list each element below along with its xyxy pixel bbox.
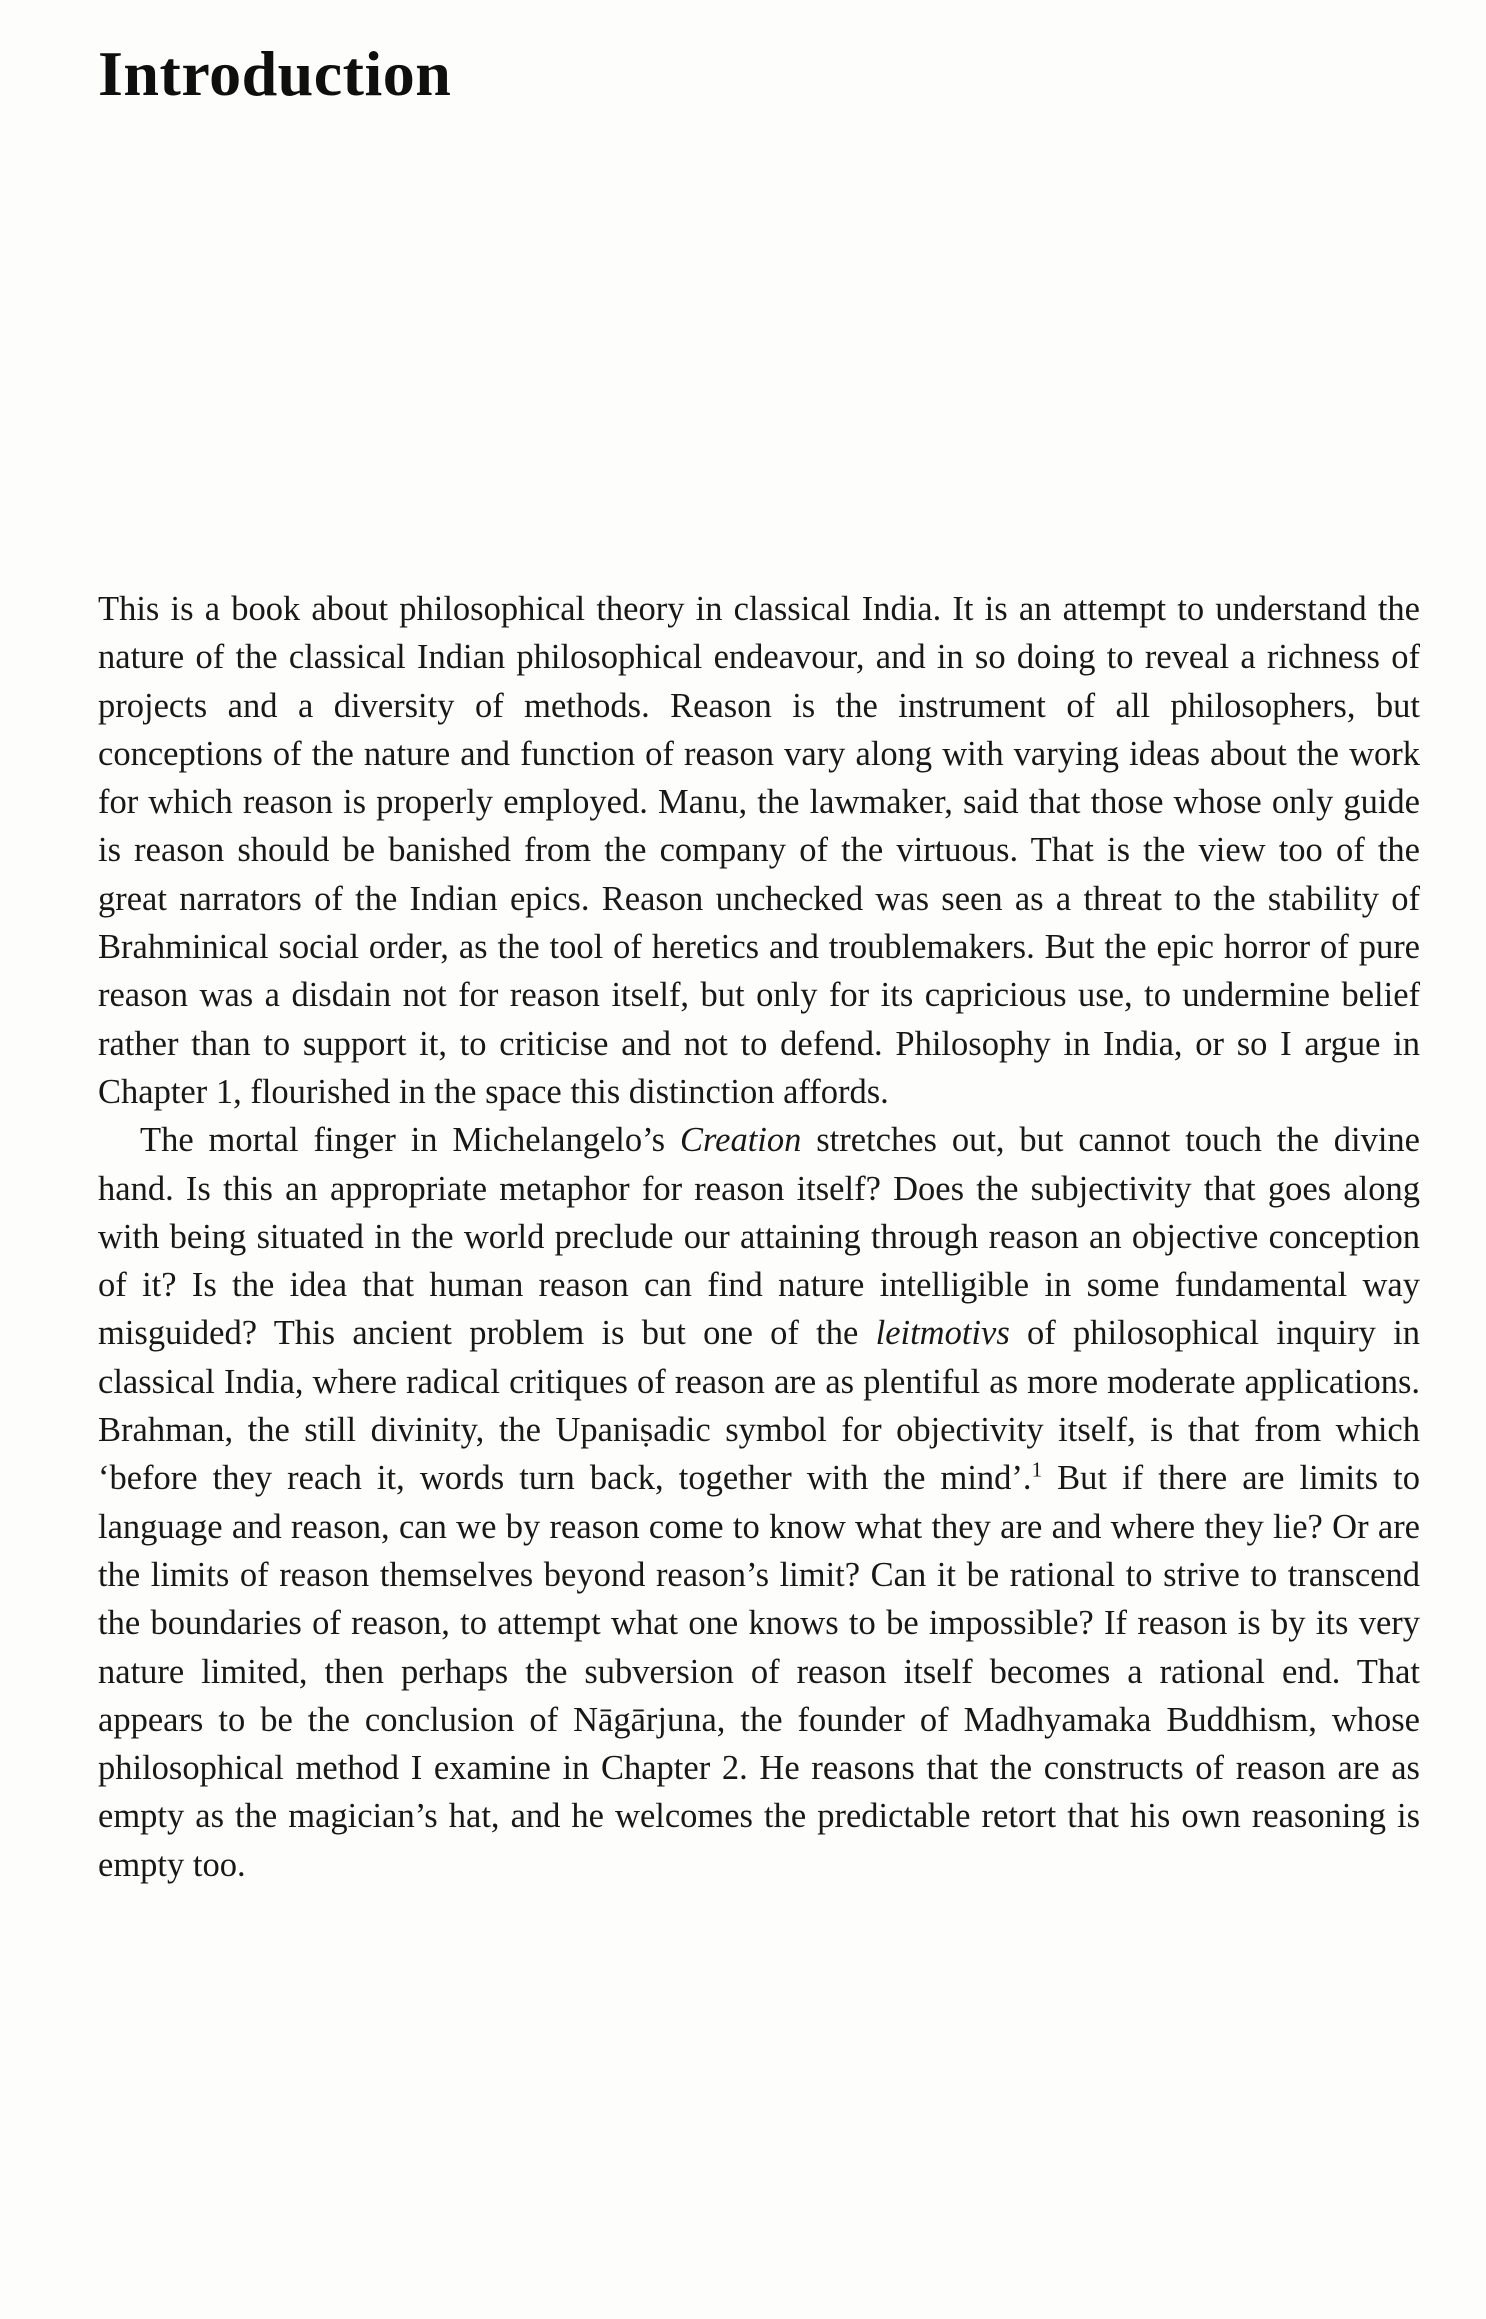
paragraph-2 [98,1116,1420,1889]
creation-title: Creation [679,1121,802,1160]
body-text [98,585,1420,1889]
leitmotivs-term: leitmotivs [875,1314,1010,1353]
paragraph-2-part-1: The mortal finger in Michelangelo’s [140,1121,680,1160]
paragraph-2-part-3: of philosophical inquiry in classical India, where radical critiques of reason are as plentiful as more moderate applications. Brahman, the still divinity, the Upaniṣadic symbol for objectivity itself, is that from which ‘before they reach it, words turn back, together with the mind’. [98,1314,1420,1498]
paragraph-2-part-4: But if there are limits to language and reason, can we by reason come to know what they are and where they lie? Or are the limits of reason themselves beyond reason’s limit? Can it be rational to strive to transcend the boundaries of reason, to attempt what one knows to be impossible? If reason is by its very nature limited, then perhaps the subversion of reason itself becomes a rational end. That appears to be the conclusion of Nāgārjuna, the founder of Madhyamaka Buddhism, whose philosophical method I examine in Chapter 2. He reasons that the constructs of reason are as empty as the magician’s hat, and he welcomes the predictable retort that his own reasoning is empty too. [98,1459,1421,1884]
paragraph-1: This is a book about philosophical theory in classical India. It is an attempt to understand the nature of the classical Indian philosophical endeavour, and in so doing to reveal a richness of projects and a diversity of methods. Reason is the instrument of all philosophers, but conceptions of the nature and function of reason vary along with varying ideas about the work for which reason is properly employed. Manu, the lawmaker, said that those whose only guide is reason should be banished from the company of the virtuous. That is the view too of the great narrators of the Indian epics. Reason unchecked was seen as a threat to the stability of Brahminical social order, as the tool of heretics and troublemakers. But the epic horror of pure reason was a disdain not for reason itself, but only for its capricious use, to undermine belief rather than to support it, to criticise and not to defend. Philosophy in India, or so I argue in Chapter 1, flourished in the space this distinction affords. [98,590,1420,1111]
chapter-heading: Introduction [98,38,452,109]
paragraph-2-part-2: stretches out, but cannot touch the divine hand. Is this an appropriate metaphor for reason itself? Does the subjectivity that goes along with being situated in the world preclude our attaining through reason an objective conception of it? Is the idea that human reason can find nature intelligible in some fundamental way misguided? This ancient problem is but one of the [98,1121,1420,1353]
footnote-reference: 1 [1031,1457,1043,1482]
